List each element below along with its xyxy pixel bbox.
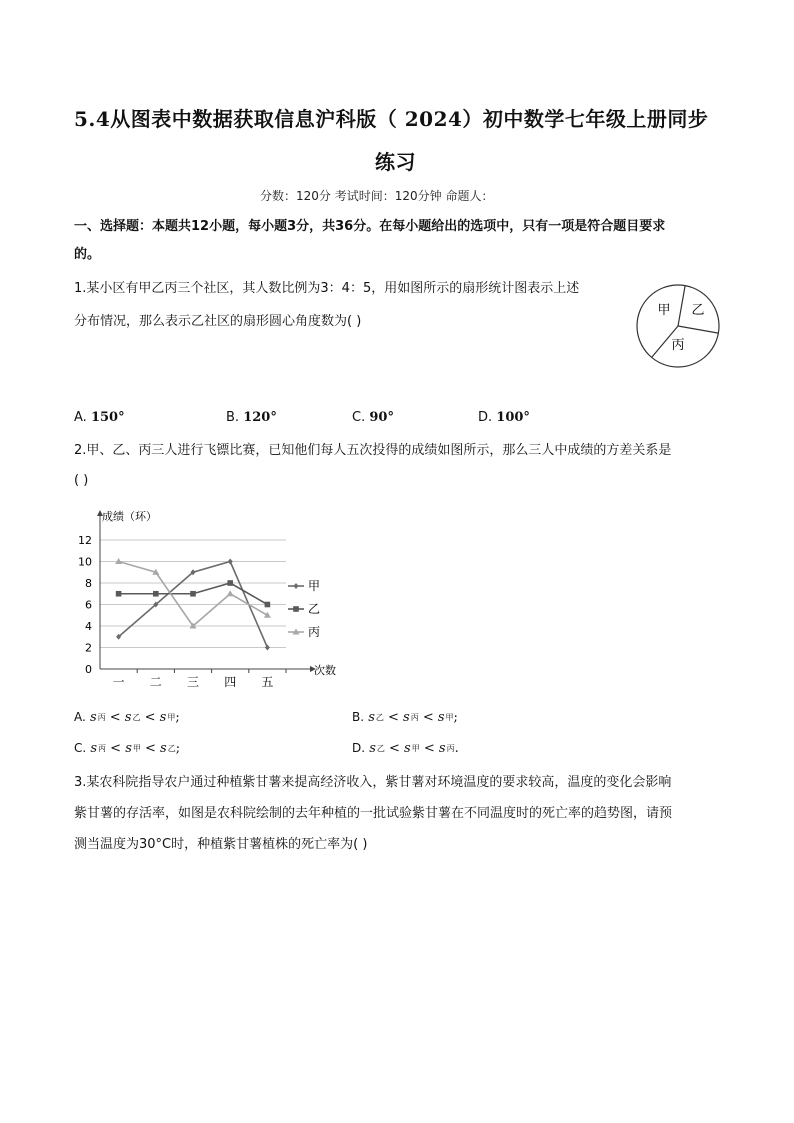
variance-term: s乙 <box>369 741 385 756</box>
pie-label-jia: 甲 <box>657 303 671 318</box>
q2-text-line2: ( ) <box>74 473 89 488</box>
legend-label: 丙 <box>308 625 321 639</box>
doc-title-line1: 5.4从图表中数据获取信息沪科版（ 2024）初中数学七年级上册同步 <box>74 107 709 131</box>
q1-pie-chart <box>630 278 730 378</box>
q2-option-d[interactable] <box>352 741 459 756</box>
y-tick-label: 10 <box>78 555 92 569</box>
variance-inequality: s乙 < s丙 < s甲; <box>368 710 458 725</box>
doc-title-line2: 练习 <box>375 150 416 174</box>
section-heading-line1: 一、选择题：本题共12小题，每小题3分，共36分。在每小题给出的选项中，只有一项是符合题目要求 <box>74 219 666 234</box>
y-tick-label: 6 <box>85 598 92 612</box>
variance-inequality: s丙 < s甲 < s乙; <box>90 741 181 756</box>
q3-text-line1: 3.某农科院指导农户通过种植紫甘薯来提高经济收入，紫甘薯对环境温度的要求较高，温度的变化会影响 <box>74 775 672 790</box>
variance-term: s丙 <box>403 710 419 725</box>
chart-xlabel: 次数 <box>314 664 336 677</box>
series-point-1 <box>227 580 233 586</box>
q2-option-a[interactable] <box>74 710 180 725</box>
q1-option-c[interactable] <box>352 410 394 425</box>
option-letter: C. <box>74 741 87 755</box>
variance-term: s丙 <box>89 710 106 725</box>
section-heading-line2: 的。 <box>74 247 101 262</box>
q2-line-chart <box>74 502 354 694</box>
q2-option-b[interactable] <box>352 710 458 725</box>
x-tick-label: 四 <box>224 675 237 689</box>
q2-option-c[interactable] <box>74 741 180 756</box>
y-tick-label: 0 <box>85 663 92 676</box>
y-tick-label: 12 <box>78 534 92 547</box>
variance-term: s甲 <box>437 710 454 725</box>
option-value: 120° <box>243 410 277 425</box>
x-tick-label: 二 <box>149 675 162 689</box>
legend-marker <box>294 583 299 589</box>
q1-text-line2: 分布情况，那么表示乙社区的扇形圆心角度数为( ) <box>74 314 362 329</box>
variance-term: s丙 <box>90 741 107 756</box>
option-letter: A. <box>74 710 86 724</box>
y-tick-label: 2 <box>85 641 92 655</box>
variance-term: s甲 <box>404 741 420 756</box>
x-tick-label: 五 <box>261 675 274 689</box>
doc-meta: 分数：120分 考试时间：120分钟 命题人： <box>260 189 494 203</box>
q1-option-b[interactable] <box>226 410 277 425</box>
option-letter: C. <box>352 410 366 425</box>
y-tick-label: 4 <box>85 620 92 633</box>
chart-ylabel: 成绩（环） <box>102 510 157 523</box>
legend-label: 乙 <box>308 602 321 616</box>
variance-term: s乙 <box>368 710 384 725</box>
x-tick-label: 一 <box>112 675 125 689</box>
series-point-2 <box>227 590 234 596</box>
option-letter: A. <box>74 410 87 425</box>
variance-term: s乙 <box>160 741 176 756</box>
q3-text-line2: 紫甘薯的存活率，如图是农科院绘制的去年种植的一批试验紫甘薯在不同温度时的死亡率的趋势图，请预 <box>74 806 673 821</box>
option-value: 150° <box>90 410 125 425</box>
q3-text-line3: 测当温度为30°C时，种植紫甘薯植株的死亡率为( ) <box>74 837 368 852</box>
variance-term: s甲 <box>159 710 176 725</box>
series-point-1 <box>153 591 159 597</box>
series-point-1 <box>265 602 271 608</box>
q2-text-line1: 2.甲、乙、丙三人进行飞镖比赛，已知他们每人五次投得的成绩如图所示，那么三人中成绩的方差关系是 <box>74 443 672 458</box>
variance-inequality: s丙 < s乙 < s甲; <box>89 710 180 725</box>
variance-term: s甲 <box>125 741 141 756</box>
option-value: 100° <box>496 410 530 425</box>
legend-marker <box>293 606 299 612</box>
option-letter: D. <box>478 410 493 425</box>
variance-term: s丙 <box>438 741 455 756</box>
pie-label-yi: 乙 <box>691 303 705 318</box>
option-letter: B. <box>226 410 240 425</box>
variance-term: s乙 <box>124 710 141 725</box>
option-value: 90° <box>369 410 394 425</box>
q1-option-d[interactable] <box>478 410 530 425</box>
option-letter: B. <box>352 710 365 724</box>
x-tick-label: 三 <box>186 675 200 689</box>
q1-option-a[interactable] <box>74 410 125 425</box>
variance-inequality: s乙 < s甲 < s丙. <box>369 741 459 756</box>
y-tick-label: 8 <box>85 577 92 590</box>
pie-label-bing: 丙 <box>671 338 685 353</box>
series-point-1 <box>190 591 196 597</box>
option-letter: D. <box>352 741 366 755</box>
legend-label: 甲 <box>308 579 321 593</box>
series-point-1 <box>116 591 122 597</box>
q1-text-line1: 1.某小区有甲乙丙三个社区，其人数比例为3：4：5，用如图所示的扇形统计图表示上述 <box>74 281 580 296</box>
